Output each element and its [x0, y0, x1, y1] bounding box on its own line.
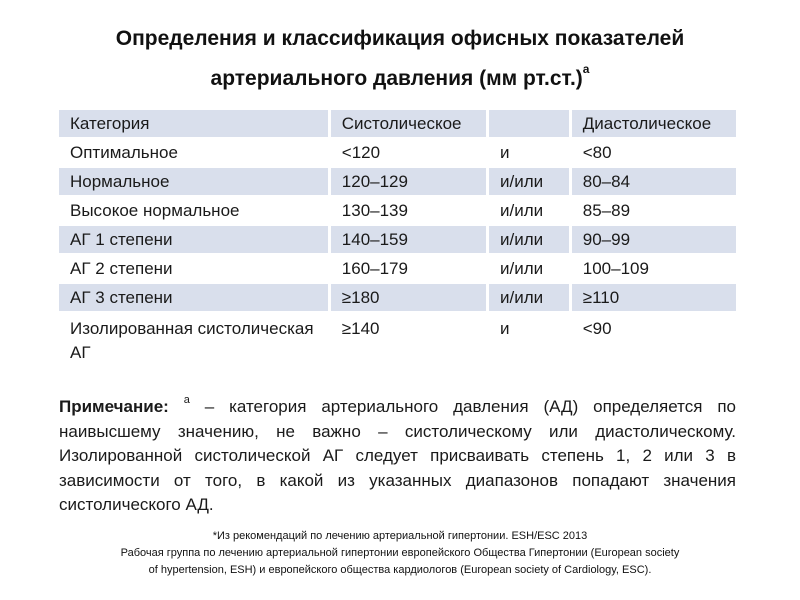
- row-connector: и/или: [489, 168, 572, 195]
- row-diastolic: <80: [572, 139, 736, 166]
- row-connector: и: [489, 139, 572, 166]
- row-category: АГ 3 степени: [59, 284, 331, 311]
- table-row: [59, 226, 736, 253]
- header-diastolic: Диастолическое: [572, 110, 736, 137]
- row-category: Оптимальное: [59, 139, 331, 166]
- header-systolic: Систолическое: [331, 110, 489, 137]
- title-line-2: [0, 54, 800, 94]
- row-diastolic: 85–89: [572, 197, 736, 224]
- row-connector: и/или: [489, 197, 572, 224]
- row-category: Нормальное: [59, 168, 331, 195]
- note-label: Примечание:: [59, 397, 169, 416]
- row-diastolic: 100–109: [572, 255, 736, 282]
- table-header-row: [59, 110, 736, 137]
- table-row: [59, 255, 736, 282]
- footer-line-1: *Из рекомендаций по лечению артериальной гипертонии. ESH/ESC 2013: [212, 530, 588, 542]
- note-paragraph: [59, 388, 736, 518]
- source-footer: [0, 528, 800, 579]
- row-connector: и/или: [489, 284, 572, 311]
- title-footnote-marker: a: [582, 62, 590, 76]
- title-line-1: Определения и классификация офисных показателей: [115, 27, 685, 50]
- title-line-2-text: артериального давления (мм рт.ст.): [210, 67, 583, 90]
- row-systolic: 130–139: [331, 197, 489, 224]
- row-connector: и: [489, 313, 572, 369]
- row-diastolic: <90: [572, 313, 736, 369]
- footer-line-3: of hypertension, ESH) и европейского общества кардиологов (European society of Cardiology, ESC).: [148, 564, 652, 576]
- table-row: [59, 284, 736, 311]
- row-diastolic: 80–84: [572, 168, 736, 195]
- header-category: Категория: [59, 110, 331, 137]
- row-systolic: ≥180: [331, 284, 489, 311]
- footer-line-2: Рабочая группа по лечению артериальной гипертонии европейского Общества Гипертонии (European society: [120, 547, 680, 559]
- row-diastolic: 90–99: [572, 226, 736, 253]
- row-systolic: 140–159: [331, 226, 489, 253]
- row-systolic: 120–129: [331, 168, 489, 195]
- row-connector: и/или: [489, 226, 572, 253]
- header-connector: [489, 110, 572, 137]
- row-category: Изолированная систолическая АГ: [59, 313, 331, 369]
- row-diastolic: ≥110: [572, 284, 736, 311]
- table-row: [59, 139, 736, 166]
- table-row: [59, 197, 736, 224]
- row-systolic: 160–179: [331, 255, 489, 282]
- page-title: [0, 24, 800, 94]
- row-systolic: <120: [331, 139, 489, 166]
- note-footnote-marker: a: [183, 394, 190, 406]
- row-category: АГ 1 степени: [59, 226, 331, 253]
- table-row: [59, 313, 736, 369]
- row-category: АГ 2 степени: [59, 255, 331, 282]
- row-systolic: ≥140: [331, 313, 489, 369]
- note-text: – категория артериального давления (АД) определяется по наивысшему значению, не важно – систолическому или диастолическому. Изолированной систолической АГ следует присваивать степень 1, 2 или 3 в зависимости от того, в какой из указанных диапазонов попадают значения систолического АД.: [59, 397, 736, 514]
- row-category: Высокое нормальное: [59, 197, 331, 224]
- blood-pressure-classification-table: [59, 108, 736, 371]
- table-row: [59, 168, 736, 195]
- row-connector: и/или: [489, 255, 572, 282]
